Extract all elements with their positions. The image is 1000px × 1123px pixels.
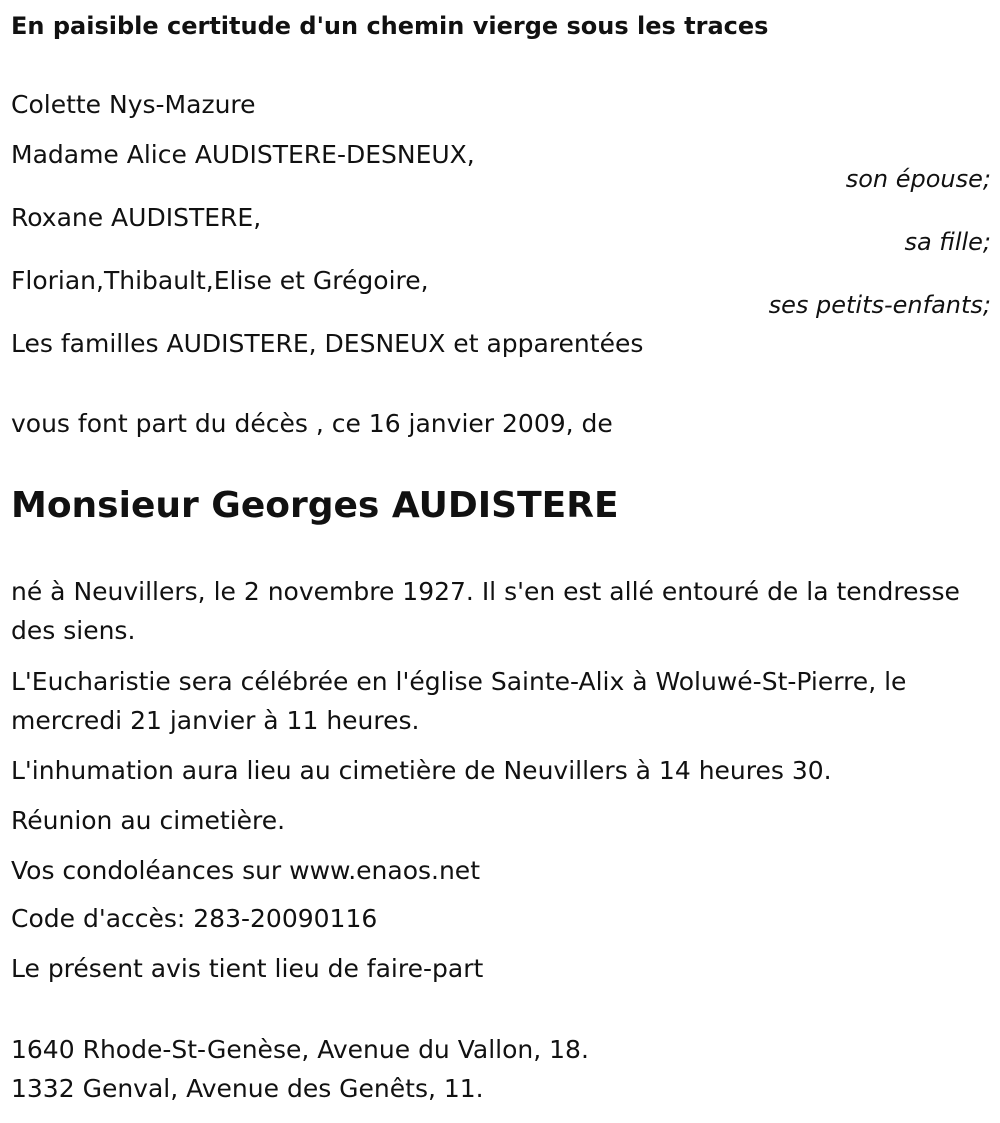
address-2: 1332 Genval, Avenue des Genêts, 11. [11, 1074, 484, 1103]
detail-reunion: Réunion au cimetière. [11, 806, 286, 835]
epigraph: En paisible certitude d'un chemin vierge sous les traces [11, 12, 769, 40]
family-name-relatives: Les familles AUDISTERE, DESNEUX et apparentées [11, 329, 644, 358]
family-name-grandchildren: Florian,Thibault,Elise et Grégoire, [11, 266, 429, 295]
detail-condolences: Vos condoléances sur www.enaos.net [11, 856, 480, 885]
address-1: 1640 Rhode-St-Genèse, Avenue du Vallon, 18. [11, 1035, 589, 1064]
family-name-daughter: Roxane AUDISTERE, [11, 203, 262, 232]
detail-access-code: Code d'accès: 283-20090116 [11, 904, 378, 933]
detail-burial: L'inhumation aura lieu au cimetière de Neuvillers à 14 heures 30. [11, 756, 832, 785]
family-relation-grandchildren: ses petits-enfants; [768, 291, 991, 319]
author: Colette Nys-Mazure [11, 90, 256, 119]
announcement: vous font part du décès , ce 16 janvier 2009, de [11, 409, 613, 438]
detail-eucharist: L'Eucharistie sera célébrée en l'église Sainte-Alix à Woluwé-St-Pierre, le mercredi 21 janvier à 11 heures. [11, 667, 907, 735]
family-relation-daughter: sa fille; [904, 228, 991, 256]
detail-birth: né à Neuvillers, le 2 novembre 1927. Il s'en est allé entouré de la tendresse des siens. [11, 577, 960, 645]
deceased-name: Monsieur Georges AUDISTERE [11, 485, 619, 526]
family-relation-spouse: son épouse; [845, 165, 991, 193]
detail-notice: Le présent avis tient lieu de faire-part [11, 954, 484, 983]
family-name-spouse: Madame Alice AUDISTERE-DESNEUX, [11, 140, 475, 169]
